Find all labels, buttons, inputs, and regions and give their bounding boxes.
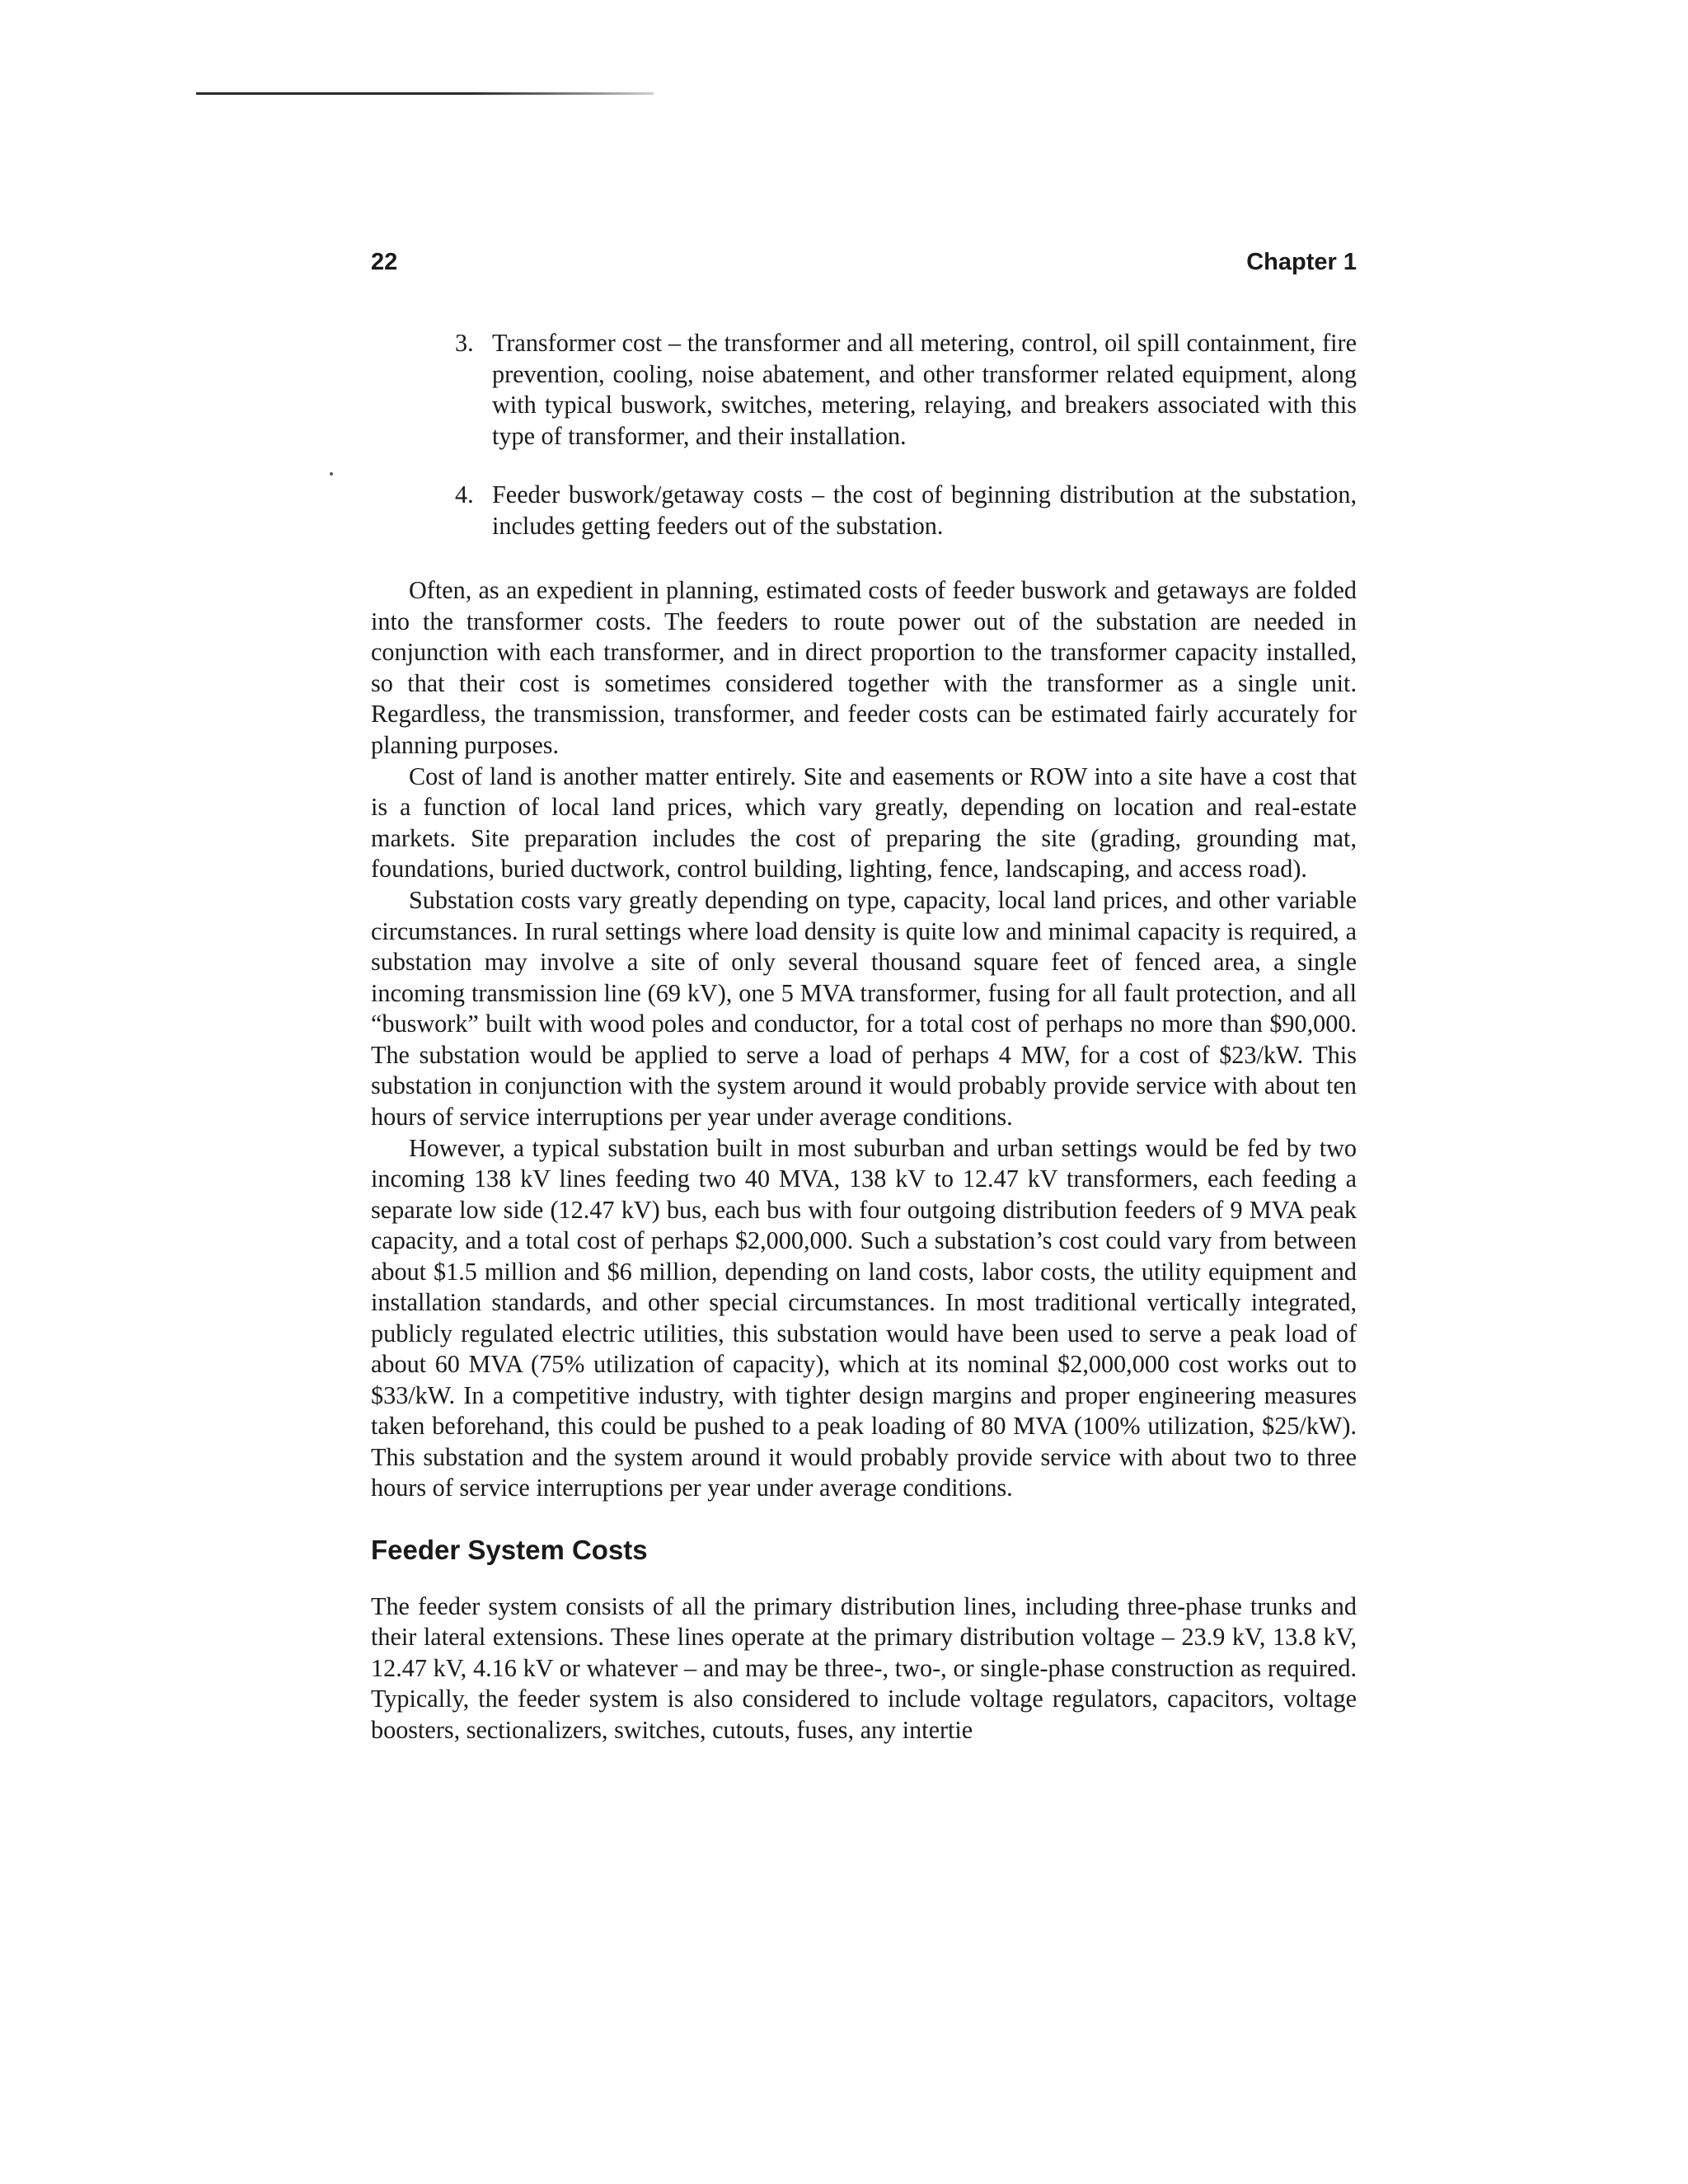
paragraph: Often, as an expedient in planning, estimated costs of feeder buswork and getaways are folded into the transformer costs. The feeders to route power out of the substation are needed in conjunction with each transformer, and in direct proportion to the transformer capacity installed, so that their cost is sometimes considered together with the transformer as a single unit. Regardless, the transmission, transformer, and feeder costs can be estimated fairly accurately for planning purposes. [371, 576, 1357, 759]
section-paragraph: The feeder system consists of all the primary distribution lines, including three-phase trunks and their lateral extensions. These lines operate at the primary distribution voltage – 23.9 kV, 13.8 kV, 12.47 kV, 4.16 kV or whatever – and may be three-, two-, or single-phase construction as required. Typically, the feeder system is also considered to include voltage regulators, capacitors, voltage boosters, sectionalizers, switches, cutouts, fuses, any intertie [371, 1591, 1357, 1744]
paragraph: Cost of land is another matter entirely. Site and easements or ROW into a site have a cost that is a function of local land prices, which vary greatly, depending on location and real-estate markets. Site preparation includes the cost of preparing the site (grading, grounding mat, foundations, buried ductwork, control building, lighting, fence, landscaping, and access road). [371, 762, 1357, 883]
numbered-list [371, 328, 1357, 541]
body-paragraphs [371, 575, 1357, 1504]
list-item-number: 3. [455, 329, 474, 357]
paragraph: However, a typical substation built in most suburban and urban settings would be fed by two incoming 138 kV lines feeding two 40 MVA, 138 kV to 12.47 kV transformers, each feeding a separate low side (12.47 kV) bus, each bus with four outgoing distribution feeders of 9 MVA peak capacity, and a total cost of perhaps $2,000,000. Such a substation’s cost could vary from between about $1.5 million and $6 million, depending on land costs, labor costs, the utility equipment and installation standards, and other special circumstances. In most traditional vertically integrated, publicly regulated electric utilities, this substation would have been used to serve a peak load of about 60 MVA (75% utilization of capacity), which at its nominal $2,000,000 cost works out to $33/kW. In a competitive industry, with tighter design margins and proper engineering measures taken beforehand, this could be pushed to a peak loading of 80 MVA (100% utilization, $25/kW). This substation and the system around it would probably provide service with about two to three hours of service interruptions per year under average conditions. [371, 1133, 1357, 1502]
stray-mark [330, 472, 333, 476]
page-body [371, 328, 1357, 1746]
paragraph: Substation costs vary greatly depending on type, capacity, local land prices, and other variable circumstances. In rural settings where load density is quite low and minimal capacity is required, a substation may involve a site of only several thousand square feet of fenced area, a single incoming transmission line (69 kV), one 5 MVA transformer, fusing for all fault protection, and all “buswork” built with wood poles and conductor, for a total cost of perhaps no more than $90,000. The substation would be applied to serve a load of perhaps 4 MW, for a cost of $23/kW. This substation in conjunction with the system around it would probably provide service with about ten hours of service interruptions per year under average conditions. [371, 886, 1357, 1131]
list-item-text: Feeder buswork/getaway costs – the cost of beginning distribution at the substation, includes getting feeders out of the substation. [492, 480, 1357, 540]
top-rule [196, 92, 654, 95]
chapter-title: Chapter 1 [1246, 249, 1357, 275]
page-number: 22 [371, 249, 398, 275]
list-item-text: Transformer cost – the transformer and all metering, control, oil spill containment, fire prevention, cooling, noise abatement, and other transformer related equipment, along with typical buswork, switches, metering, relaying, and breakers associated with this type of transformer, and their installation. [492, 329, 1357, 450]
running-head [371, 249, 1357, 282]
list-item-number: 4. [455, 480, 474, 509]
section-heading: Feeder System Costs [371, 1534, 648, 1565]
list-item [371, 328, 1357, 452]
list-item [371, 480, 1357, 541]
